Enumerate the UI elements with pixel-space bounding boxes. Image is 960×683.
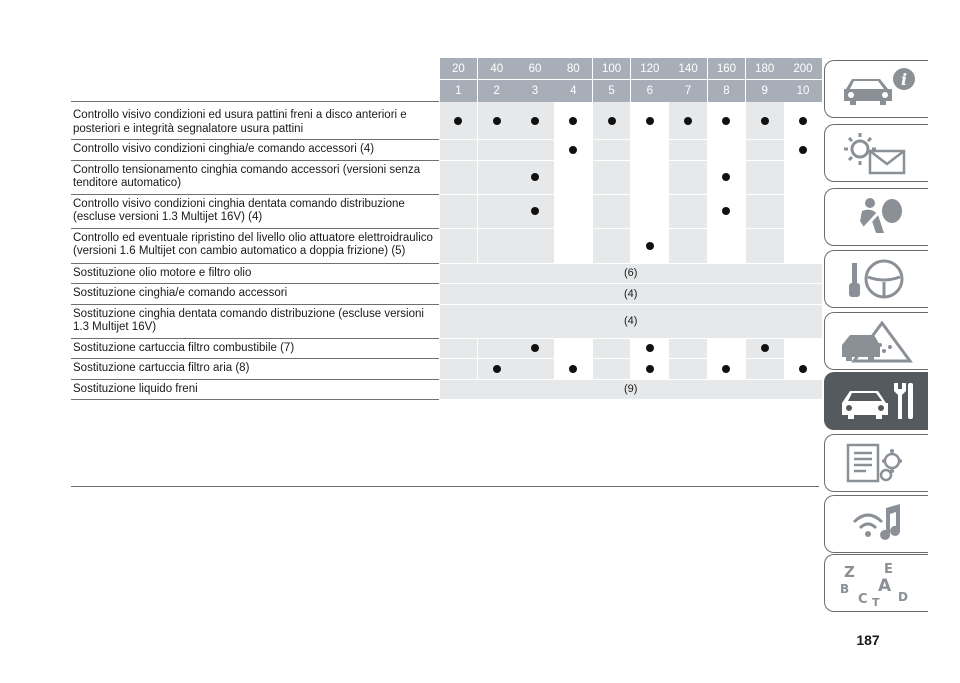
service-dot: [799, 146, 807, 154]
schedule-cell: [669, 339, 707, 360]
schedule-cell: [784, 140, 822, 161]
year-header-cell: 10: [784, 80, 822, 102]
schedule-cell: [746, 229, 784, 264]
year-header-cell: 8: [708, 80, 746, 102]
schedule-cell: [746, 102, 784, 140]
year-header-cell: 9: [746, 80, 784, 102]
schedule-cell: [478, 339, 516, 360]
schedule-cell: [554, 161, 592, 195]
svg-text:Z: Z: [843, 563, 855, 581]
technical-data-gear-icon: [834, 439, 920, 487]
table-row-label: Sostituzione cartuccia filtro combustibile (7): [71, 339, 439, 360]
km-header-cell: 160: [708, 58, 746, 80]
schedule-cell: [708, 140, 746, 161]
schedule-cell: [631, 140, 669, 161]
service-dot: [722, 117, 730, 125]
service-dot: [799, 117, 807, 125]
schedule-cell: [593, 195, 631, 229]
km-header-label: Migliaia di chilometri: [71, 58, 439, 80]
schedule-cell: [669, 195, 707, 229]
schedule-cell: [554, 102, 592, 140]
km-header-cell: 80: [554, 58, 592, 80]
schedule-cell: [593, 140, 631, 161]
schedule-cell: [669, 229, 707, 264]
km-header-cell: 120: [631, 58, 669, 80]
schedule-cell: [478, 195, 516, 229]
schedule-cell: [746, 359, 784, 380]
schedule-cell: [708, 229, 746, 264]
schedule-cell: [746, 161, 784, 195]
schedule-cell: [440, 140, 478, 161]
schedule-cell: [554, 229, 592, 264]
multimedia-icon: [834, 500, 920, 548]
schedule-cell: [631, 229, 669, 264]
schedule-cell: [440, 161, 478, 195]
year-header-cell: 1: [440, 80, 478, 102]
schedule-cell: [708, 161, 746, 195]
km-header-cell: 140: [669, 58, 707, 80]
schedule-cell: [784, 161, 822, 195]
table-row-label: Controllo tensionamento cinghia comando accessori (versioni senza tenditore automatico): [71, 161, 439, 195]
schedule-cell: [746, 339, 784, 360]
schedule-cell: [516, 195, 554, 229]
schedule-cell: [708, 102, 746, 140]
schedule-cell: [478, 161, 516, 195]
service-dot: [761, 344, 769, 352]
schedule-cell: [593, 161, 631, 195]
schedule-cell: [631, 161, 669, 195]
tab-technical-data[interactable]: [824, 434, 928, 492]
year-header-cell: 7: [669, 80, 707, 102]
schedule-cell: [516, 229, 554, 264]
tab-starting-driving[interactable]: [824, 250, 928, 308]
schedule-cell: [708, 339, 746, 360]
schedule-cell: [516, 339, 554, 360]
table-bottom-rule: [71, 486, 819, 487]
schedule-cell: [784, 229, 822, 264]
years-header-label: Anni: [71, 80, 439, 102]
schedule-cell: [669, 359, 707, 380]
schedule-cell: [593, 359, 631, 380]
airbag-seatbelt-icon: [834, 193, 920, 241]
schedule-cell: [631, 339, 669, 360]
service-dot: [531, 173, 539, 181]
key-steering-wheel-icon: [834, 255, 920, 303]
schedule-cell: [478, 359, 516, 380]
service-dot: [493, 117, 501, 125]
interval-note: (4): [440, 284, 822, 305]
maintenance-schedule-table: [71, 58, 822, 400]
svg-text:C: C: [857, 592, 868, 607]
service-dot: [454, 117, 462, 125]
svg-text:E: E: [883, 562, 893, 577]
service-dot: [569, 117, 577, 125]
schedule-cell: [516, 161, 554, 195]
schedule-cell: [554, 140, 592, 161]
schedule-cell: [516, 140, 554, 161]
schedule-cell: [478, 229, 516, 264]
svg-text:B: B: [839, 582, 849, 596]
tab-multimedia[interactable]: [824, 495, 928, 553]
service-dot: [761, 117, 769, 125]
schedule-cell: [784, 195, 822, 229]
table-row-label: Sostituzione liquido freni: [71, 380, 439, 401]
km-header-cell: 60: [516, 58, 554, 80]
schedule-cell: [516, 359, 554, 380]
schedule-cell: [440, 339, 478, 360]
service-dot: [493, 365, 501, 373]
table-row-label: Sostituzione cinghia/e comando accessori: [71, 284, 439, 305]
svg-text:i: i: [900, 70, 907, 89]
schedule-cell: [440, 195, 478, 229]
schedule-cell: [440, 102, 478, 140]
table-row-label: Controllo visivo condizioni ed usura pattini freni a disco anteriori e posteriori e integrità segnalatore usura pattini: [71, 102, 439, 140]
interval-note: (9): [440, 380, 822, 401]
service-dot: [799, 365, 807, 373]
table-row-label: Sostituzione cartuccia filtro aria (8): [71, 359, 439, 380]
year-header-cell: 4: [554, 80, 592, 102]
year-header-cell: 5: [593, 80, 631, 102]
year-header-cell: 6: [631, 80, 669, 102]
service-dot: [722, 207, 730, 215]
schedule-cell: [478, 102, 516, 140]
tab-car-info[interactable]: [824, 60, 928, 118]
schedule-cell: [784, 339, 822, 360]
car-maintenance-wrench-icon: [834, 377, 920, 425]
page-number: 187: [856, 632, 880, 648]
service-dot: [646, 365, 654, 373]
schedule-cell: [669, 161, 707, 195]
schedule-cell: [746, 195, 784, 229]
svg-text:A: A: [877, 576, 891, 596]
tab-safety[interactable]: [824, 188, 928, 246]
schedule-cell: [746, 140, 784, 161]
schedule-cell: [593, 229, 631, 264]
schedule-cell: [593, 339, 631, 360]
svg-text:T: T: [871, 596, 880, 607]
schedule-cell: [554, 195, 592, 229]
table-row-label: Controllo visivo condizioni cinghia/e comando accessori (4): [71, 140, 439, 161]
table-row-label: Controllo ed eventuale ripristino del livello olio attuatore elettroidraulico (versioni 1.6 Multijet con cambio automatico a doppia frizione) (5): [71, 229, 439, 264]
schedule-cell: [708, 195, 746, 229]
schedule-cell: [784, 359, 822, 380]
table-row-label: Sostituzione olio motore e filtro olio: [71, 264, 439, 285]
service-dot: [722, 365, 730, 373]
service-dot: [722, 173, 730, 181]
schedule-cell: [554, 359, 592, 380]
schedule-cell: [708, 359, 746, 380]
year-header-cell: 2: [478, 80, 516, 102]
schedule-cell: [669, 102, 707, 140]
tab-warning-lights[interactable]: [824, 124, 928, 182]
schedule-cell: [478, 140, 516, 161]
service-dot: [684, 117, 692, 125]
service-dot: [646, 344, 654, 352]
alphabetical-index-icon: [834, 559, 920, 607]
interval-note: (4): [440, 305, 822, 339]
service-dot: [531, 117, 539, 125]
service-dot: [608, 117, 616, 125]
tab-emergency[interactable]: [824, 312, 928, 370]
service-dot: [569, 365, 577, 373]
warning-lights-message-icon: [834, 129, 920, 177]
table-row-label: Sostituzione cinghia dentata comando distribuzione (escluse versioni 1.3 Multijet 16V): [71, 305, 439, 339]
schedule-cell: [516, 102, 554, 140]
interval-note: (6): [440, 264, 822, 285]
schedule-cell: [631, 195, 669, 229]
svg-text:D: D: [897, 590, 908, 604]
schedule-cell: [784, 102, 822, 140]
schedule-cell: [593, 102, 631, 140]
car-info-icon: [834, 65, 920, 113]
km-header-cell: 20: [440, 58, 478, 80]
service-dot: [646, 242, 654, 250]
service-dot: [531, 344, 539, 352]
year-header-cell: 3: [516, 80, 554, 102]
tab-maintenance[interactable]: [824, 372, 928, 430]
service-dot: [569, 146, 577, 154]
service-dot: [646, 117, 654, 125]
schedule-cell: [440, 359, 478, 380]
tab-index[interactable]: [824, 554, 928, 612]
schedule-cell: [669, 140, 707, 161]
schedule-cell: [631, 359, 669, 380]
emergency-triangle-icon: [834, 317, 920, 365]
table-row-label: Controllo visivo condizioni cinghia dentata comando distribuzione (escluse versioni 1.3 Multijet 16V) (4): [71, 195, 439, 229]
service-dot: [531, 207, 539, 215]
schedule-cell: [631, 102, 669, 140]
schedule-cell: [440, 229, 478, 264]
km-header-cell: 200: [784, 58, 822, 80]
km-header-cell: 180: [746, 58, 784, 80]
km-header-cell: 100: [593, 58, 631, 80]
km-header-cell: 40: [478, 58, 516, 80]
schedule-cell: [554, 339, 592, 360]
